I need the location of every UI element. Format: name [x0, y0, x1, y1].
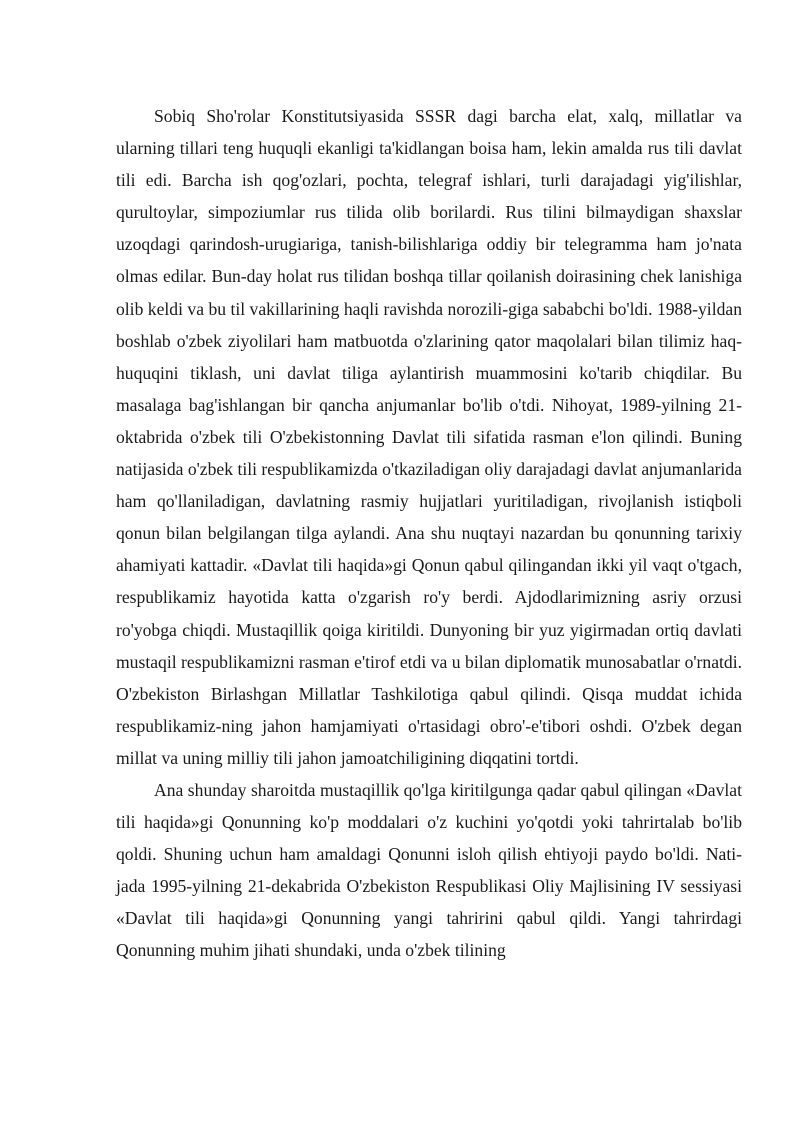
paragraph-1: Sobiq Sho'rolar Konstitutsiyasida SSSR dagi barcha elat, xalq, millatlar va ularning tillari teng huquqli ekanligi ta'kidlangan boisa ham, lekin amalda rus tili davlat tili edi. Barcha ish qog'ozlari, pochta, telegraf ishlari, turli darajadagi yig'ilishlar, qurultoylar, simpoziumlar rus tilida olib borilardi. Rus tilini bilmaydigan shaxslar uzoqdagi qarindosh-urugiariga, tanish-bilishlariga oddiy bir telegramma ham jo'nata olmas edilar. Bun-day holat rus tilidan boshqa tillar qoilanish doirasining chek lanishiga olib keldi va bu til vakillarining haqli ravishda norozili-giga sababchi bo'ldi. 1988-yildan boshlab o'zbek ziyolilari ham matbuotda o'zlarining qator maqolalari bilan tilimiz haq-huquqini tiklash, uni davlat tiliga aylantirish muammosini ko'tarib chiqdilar. Bu masalaga bag'ishlangan bir qancha anjumanlar bo'lib o'tdi. Nihoyat, 1989-yilning 21-oktabrida o'zbek tili O'zbekistonning Davlat tili sifatida rasman e'lon qilindi. Buning natijasida o'zbek tili respublikamizda o'tkaziladigan oliy darajadagi davlat anjumanlarida ham qo'llaniladigan, davlatning rasmiy hujjatlari yuritiladigan, rivojlanish istiqboli qonun bilan belgilangan tilga aylandi. Ana shu nuqtayi nazardan bu qonunning tarixiy ahamiyati kattadir. «Davlat tili haqida»gi Qonun qabul qilingandan ikki yil vaqt o'tgach, respublikamiz hayotida katta o'zgarish ro'y berdi. Ajdodlarimizning asriy orzusi ro'yobga chiqdi. Mustaqillik qoiga kiritildi. Dunyoning bir yuz yigirmadan ortiq davlati mustaqil respublikamizni rasman e'tirof etdi va u bilan diplomatik munosabatlar o'rnatdi. O'zbekiston Birlashgan Millatlar Tashkilotiga qabul qilindi. Qisqa muddat ichida respublikamiz-ning jahon hamjamiyati o'rtasidagi obro'-e'tibori oshdi. O'zbek degan millat va uning milliy tili jahon jamoatchiligining diqqatini tortdi. — [116, 106, 742, 768]
paragraph-2: Ana shunday sharoitda mustaqillik qo'lga kiritilgunga qadar qabul qilingan «Davlat tili haqida»gi Qonunning ko'p moddalari o'z kuchini yo'qotdi yoki tahrirtalab bo'lib qoldi. Shuning uchun ham amaldagi Qonunni isloh qilish ehtiyoji paydo bo'ldi. Nati-jada 1995-yilning 21-dekabrida O'zbekiston Respublikasi Oliy Majlisining IV sessiyasi «Davlat tili haqida»gi Qonunning yangi tahririni qabul qildi. Yangi tahrirdagi Qonunning muhim jihati shundaki, unda o'zbek tilining — [116, 779, 742, 961]
document-page — [116, 100, 742, 967]
